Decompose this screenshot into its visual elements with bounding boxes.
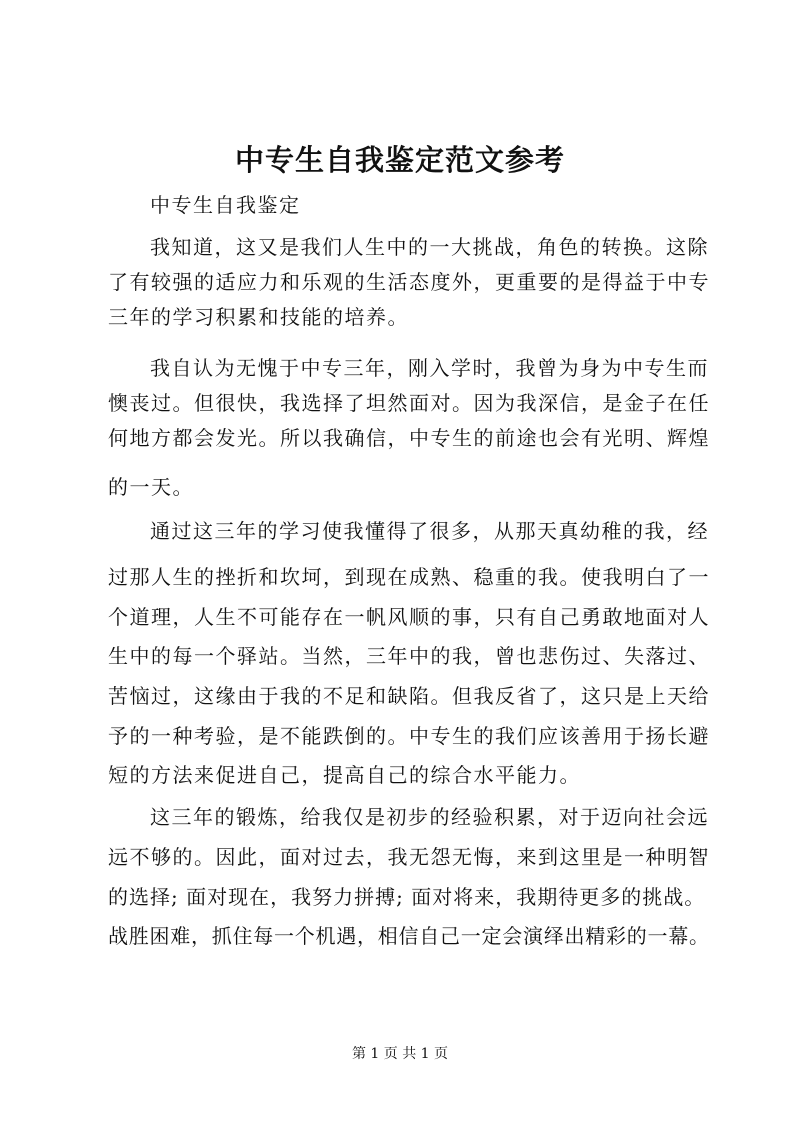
document-title: 中专生自我鉴定范文参考 (234, 143, 565, 177)
paragraph-line: 予的一种考验，是不能跌倒的。中专生的我们应该善用于扬长避 (108, 724, 710, 748)
paragraph-line: 的一天。 (108, 475, 194, 499)
paragraph-line: 这三年的锻炼，给我仅是初步的经验积累，对于迈向社会远 (150, 805, 709, 829)
paragraph-line: 过那人生的挫折和坎坷，到现在成熟、稳重的我。使我明白了一 (108, 565, 710, 589)
document-subtitle: 中专生自我鉴定 (150, 193, 301, 217)
paragraph-line: 的选择; 面对现在，我努力拼搏; 面对将来，我期待更多的挑战。 (108, 885, 706, 909)
page-number-footer: 第 1 页 共 1 页 (351, 1046, 449, 1062)
paragraph-line: 个道理，人生不可能存在一帆风顺的事，只有自己勇敢地面对人 (108, 605, 710, 629)
paragraph-line: 生中的每一个驿站。当然，三年中的我，曾也悲伤过、失落过、 (108, 644, 710, 668)
paragraph-line: 了有较强的适应力和乐观的生活态度外，更重要的是得益于中专 (108, 270, 710, 294)
paragraph-line: 短的方法来促进自己，提高自己的综合水平能力。 (108, 763, 581, 787)
paragraph-line: 远不够的。因此，面对过去，我无怨无悔，来到这里是一种明智 (108, 845, 710, 869)
paragraph-line: 通过这三年的学习使我懂得了很多，从那天真幼稚的我，经 (150, 519, 709, 543)
paragraph-line: 我知道，这又是我们人生中的一大挑战，角色的转换。这除 (150, 235, 709, 259)
paragraph-line: 苦恼过，这缘由于我的不足和缺陷。但我反省了，这只是上天给 (108, 684, 710, 708)
paragraph-line: 三年的学习积累和技能的培养。 (108, 305, 409, 329)
paragraph-line: 懊丧过。但很快，我选择了坦然面对。因为我深信，是金子在任 (108, 391, 710, 415)
paragraph-line: 战胜困难，抓住每一个机遇，相信自己一定会演绎出精彩的一幕。 (108, 924, 710, 948)
paragraph-line: 我自认为无愧于中专三年，刚入学时，我曾为身为中专生而 (150, 356, 709, 380)
paragraph-line: 何地方都会发光。所以我确信，中专生的前途也会有光明、辉煌 (108, 426, 710, 450)
